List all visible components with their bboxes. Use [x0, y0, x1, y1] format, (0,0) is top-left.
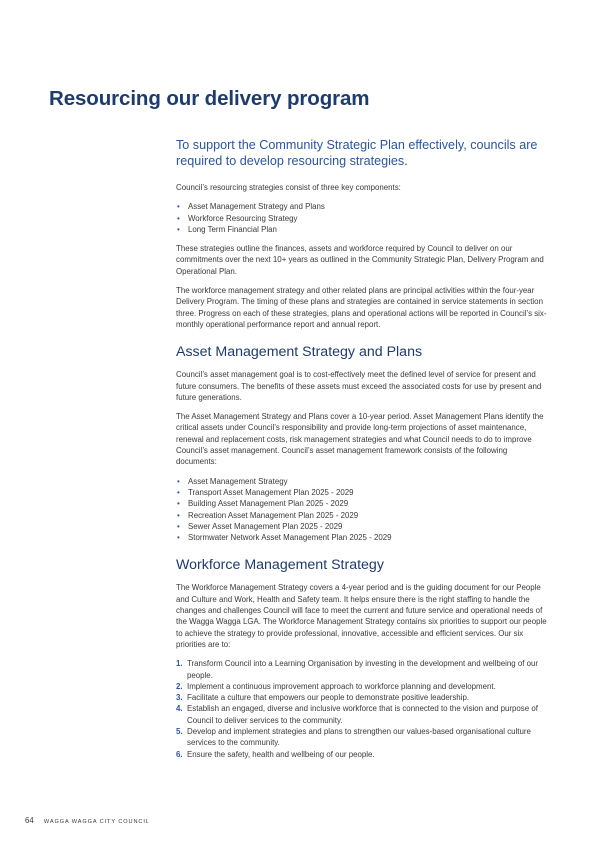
asset-plans-paragraph: The Asset Management Strategy and Plans cover a 10-year period. Asset Management Plans identify the critical assets under Council’s responsibility and provide long-term projections of asset maintenance, renewal and replacement costs, risk management strategies and what Council needs to do to improve Council’s asset management. Council’s asset management framework consists of the following documents:	[176, 412, 544, 467]
list-number: 3.	[176, 693, 183, 703]
list-item-text: Sewer Asset Management Plan 2025 - 2029	[188, 521, 343, 531]
strategies-paragraph: These strategies outline the finances, assets and workforce required by Council to deliver on our commitments over the next 10+ years as outlined in the Community Strategic Plan, Delivery Program and Operational Plan.	[176, 244, 544, 276]
bullet-icon: •	[177, 499, 180, 509]
intro-lead: To support the Community Strategic Plan effectively, councils are required to develop resourcing strategies.	[176, 138, 538, 168]
bullet-icon: •	[177, 202, 180, 212]
list-item	[176, 213, 548, 224]
list-item	[176, 510, 548, 521]
list-item-text: Transport Asset Management Plan 2025 - 2029	[188, 487, 354, 497]
list-item	[176, 703, 548, 726]
list-item-text: Stormwater Network Asset Management Plan 2025 - 2029	[188, 533, 392, 543]
list-item	[176, 532, 548, 543]
council-name: WAGGA WAGGA CITY COUNCIL	[43, 819, 150, 825]
list-number: 2.	[176, 681, 183, 691]
page-number: 64	[25, 816, 34, 825]
list-number: 4.	[176, 704, 183, 714]
list-number: 6.	[176, 749, 183, 759]
list-item-text: Facilitate a culture that empowers our people to demonstrate positive leadership.	[187, 693, 470, 703]
list-number: 1.	[176, 659, 183, 669]
list-item-text: Implement a continuous improvement approach to workforce planning and development.	[187, 681, 496, 691]
list-item-text: Workforce Resourcing Strategy	[188, 213, 298, 223]
bullet-icon: •	[177, 487, 180, 497]
bullet-icon: •	[177, 224, 180, 234]
list-item	[176, 658, 548, 681]
list-item	[176, 749, 548, 760]
list-item	[176, 521, 548, 532]
workforce-plans-paragraph: The workforce management strategy and other related plans are principal activities within the four-year Delivery Program. The timing of these plans and strategies are contained in service statements in section three. Progress on each of these strategies, plans and operational actions will be reported in Council’s six-monthly operational performance report and annual report.	[176, 286, 547, 329]
asset-documents-list	[176, 476, 548, 544]
list-item	[176, 692, 548, 703]
asset-goal-paragraph: Council’s asset management goal is to cost-effectively meet the defined level of service for present and future consumers. The benefits of these assets must exceed the associated costs for use by present and future generations.	[176, 370, 542, 402]
list-item	[176, 726, 548, 749]
bullet-icon: •	[177, 510, 180, 520]
bullet-icon: •	[177, 533, 180, 543]
list-item-text: Establish an engaged, diverse and inclusive workforce that is connected to the vision and purpose of Council to deliver services to the community.	[187, 704, 538, 725]
components-list	[176, 201, 548, 235]
list-number: 5.	[176, 726, 183, 736]
page-title: Resourcing our delivery program	[49, 87, 370, 110]
list-item	[176, 498, 548, 509]
asset-section-heading: Asset Management Strategy and Plans	[176, 344, 423, 361]
list-item	[176, 681, 548, 692]
list-item-text: Building Asset Management Plan 2025 - 2029	[188, 499, 349, 509]
page-footer	[25, 816, 150, 825]
list-item-text: Asset Management Strategy	[188, 476, 288, 486]
list-item-text: Develop and implement strategies and plans to strengthen our values-based organisational culture services to the community.	[187, 726, 531, 748]
list-item	[176, 487, 548, 498]
list-item	[176, 476, 548, 487]
bullet-icon: •	[177, 521, 180, 531]
list-item-text: Long Term Financial Plan	[188, 224, 277, 234]
workforce-section-heading: Workforce Management Strategy	[176, 557, 384, 574]
list-item	[176, 224, 548, 235]
bullet-icon: •	[177, 476, 180, 486]
list-item-text: Transform Council into a Learning Organisation by investing in the development and wellbeing of our people.	[187, 659, 539, 680]
bullet-icon: •	[177, 213, 180, 223]
list-item-text: Recreation Asset Management Plan 2025 - 2029	[188, 510, 359, 520]
intro-paragraph: Council’s resourcing strategies consist of three key components:	[176, 183, 401, 192]
priorities-list	[176, 658, 548, 760]
main-content	[176, 137, 548, 760]
workforce-paragraph: The Workforce Management Strategy covers a 4-year period and is the guiding document for our People and Culture and Work, Health and Safety team. It helps ensure there is the right staffing to handle the changes and challenges Council will face to meet the current and future service and operational needs of the Wagga Wagga LGA. The Workforce Management Strategy contains six priorities to support our people to achieve the strategy to provide professional, innovative, accessible and efficient services. Our six priorities are to:	[176, 583, 547, 649]
list-item-text: Ensure the safety, health and wellbeing of our people.	[187, 749, 375, 759]
list-item-text: Asset Management Strategy and Plans	[188, 202, 325, 212]
list-item	[176, 201, 548, 212]
